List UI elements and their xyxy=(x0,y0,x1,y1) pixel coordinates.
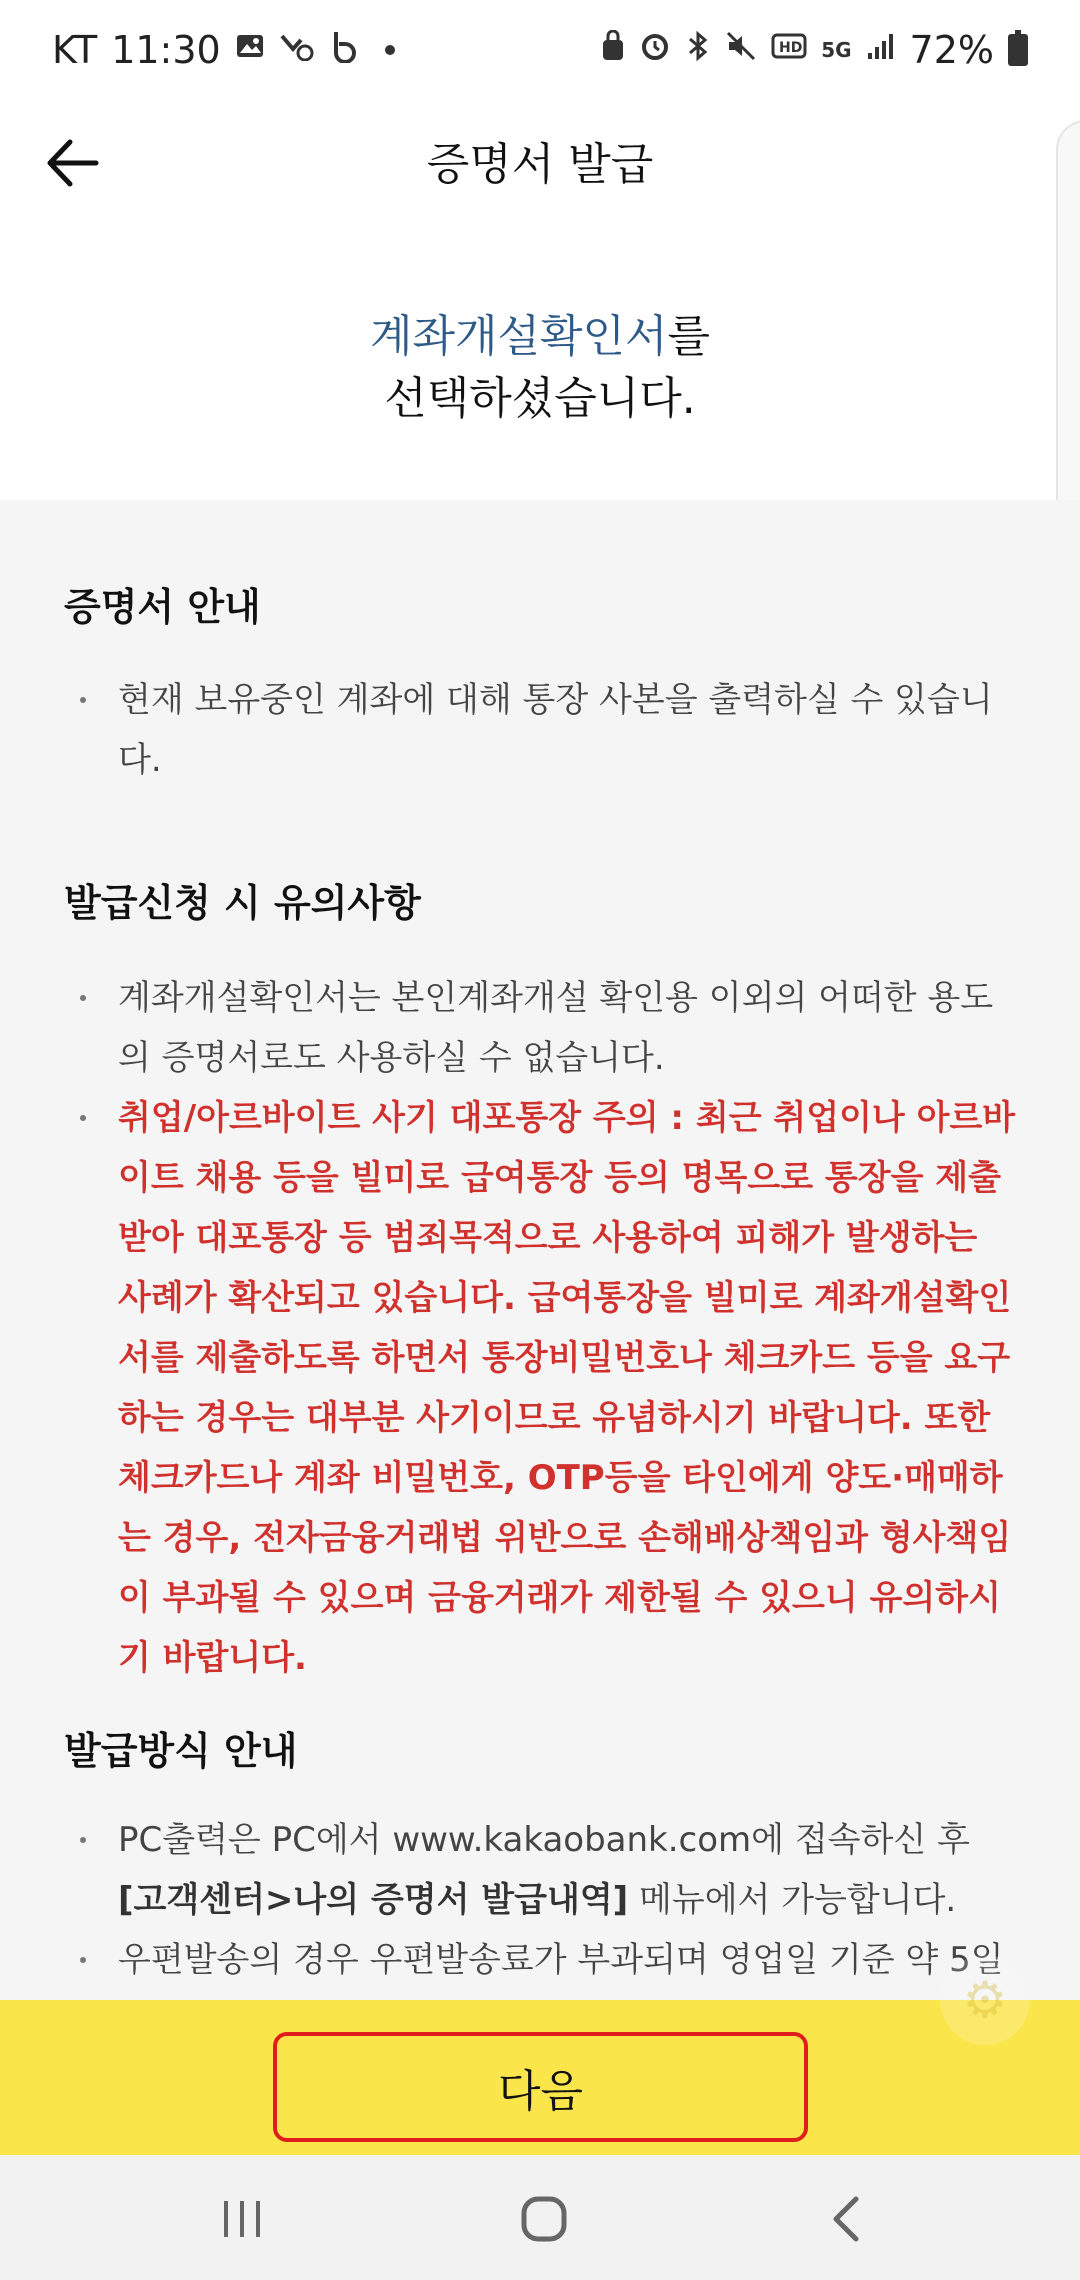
lock-recycle-icon xyxy=(601,30,625,70)
selection-suffix: 를 xyxy=(667,311,711,362)
page-title: 증명서 발급 xyxy=(426,139,654,190)
hd-icon xyxy=(771,32,807,68)
chevron-left-icon xyxy=(826,2194,866,2244)
mute-icon xyxy=(725,30,757,70)
bottom-action-bar xyxy=(0,2000,1080,2155)
section-title-method: 발급방식 안내 xyxy=(64,1729,298,1773)
recent-apps-button[interactable] xyxy=(212,2191,272,2246)
missed-call-icon xyxy=(279,31,315,69)
home-button[interactable] xyxy=(514,2191,574,2246)
list-item: 현재 보유중인 계좌에 대해 통장 사본을 출력하실 수 있습니다. xyxy=(80,670,1020,790)
system-back-button[interactable] xyxy=(816,2191,876,2246)
system-nav-bar xyxy=(0,2155,1080,2280)
selection-message: 선택하셨습니다. xyxy=(384,373,696,424)
list-item xyxy=(80,1810,1020,1930)
network-type-icon: 5G xyxy=(821,38,852,62)
selection-banner xyxy=(0,250,1080,500)
certificate-info-content xyxy=(0,500,1080,2000)
section-title-cautions: 발급신청 시 유의사항 xyxy=(64,881,421,925)
next-button[interactable]: 다음 xyxy=(273,2032,808,2142)
home-icon xyxy=(519,2194,569,2244)
guide-list xyxy=(80,670,1020,790)
status-left xyxy=(52,28,395,72)
b-app-icon xyxy=(329,29,361,71)
carrier-label: KT xyxy=(52,28,98,72)
battery-percent: 72% xyxy=(909,28,994,72)
scam-warning-item: 취업/아르바이트 사기 대포통장 주의 : 최근 취업이나 아르바이트 채용 등을 빌미로 급여통장 등의 명목으로 통장을 제출받아 대포통장 등 범죄목적으로 사용하여 피해가 발생하는 사례가 확산되고 있습니다. 급여통장을 빌미로 계좌개설확인서를 제출하도록 하면서 통장비밀번호나 체크카드 등을 요구하는 경우는 대부분 사기이므로 유념하시기 바랍니다. 또한 체크카드나 계좌 비밀번호, OTP등을 타인에게 양도·매매하는 경우, 전자금융거래법 위반으로 손해배상책임과 형사책임이 부과될 수 있으며 금융거래가 제한될 수 있으니 유의하시기 바랍니다. xyxy=(80,1088,1020,1688)
status-right xyxy=(601,28,1028,72)
list-item: 계좌개설확인서는 본인계좌개설 확인용 이외의 어떠한 용도의 증명서로도 사용하실 수 없습니다. xyxy=(80,968,1020,1088)
pc-print-text: PC출력은 PC에서 www.kakaobank.com에 접속하신 후 xyxy=(118,1820,970,1860)
bluetooth-icon xyxy=(685,30,711,70)
gallery-icon xyxy=(235,31,265,69)
signal-icon xyxy=(866,31,896,69)
alarm-icon xyxy=(639,30,671,70)
menu-path-text: [고객센터>나의 증명서 발급내역] xyxy=(118,1880,629,1920)
notification-dot-icon xyxy=(385,45,395,55)
status-bar xyxy=(0,0,1080,100)
battery-icon xyxy=(1008,34,1028,66)
selected-document-name: 계좌개설확인서 xyxy=(369,311,668,362)
list-item: 우편발송의 경우 우편발송료가 부과되며 영업일 기준 약 5일 xyxy=(80,1930,1020,1990)
method-list xyxy=(80,1810,1020,1990)
gear-icon[interactable]: ⚙ xyxy=(940,1955,1030,2045)
section-title-guide: 증명서 안내 xyxy=(64,585,261,629)
svg-text:HD: HD xyxy=(779,40,803,56)
clock: 11:30 xyxy=(111,28,221,72)
pc-print-text-end: 메뉴에서 가능합니다. xyxy=(628,1880,957,1920)
recent-apps-icon xyxy=(220,2199,264,2239)
cautions-list xyxy=(80,968,1020,1688)
